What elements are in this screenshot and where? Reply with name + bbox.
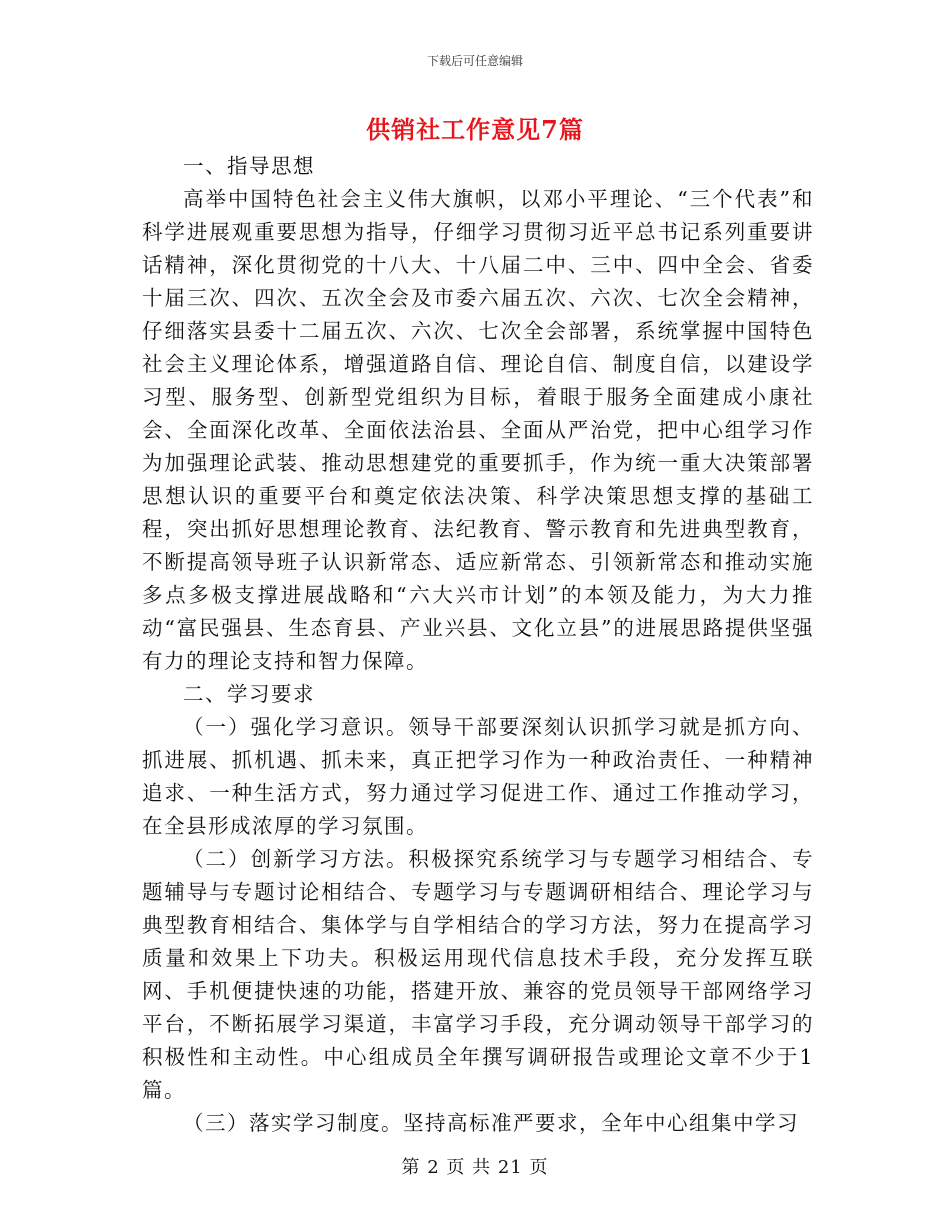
section-heading-guiding-thought: 一、指导思想	[183, 154, 315, 178]
page-header-note: 下载后可任意编辑	[426, 54, 523, 68]
document-body	[142, 150, 814, 1140]
section-heading-study-requirements: 二、学习要求	[183, 682, 315, 706]
body-paragraph: （二）创新学习方法。积极探究系统学习与专题学习相结合、专题辅导与专题讨论相结合、专题学习与专题调研相结合、理论学习与典型教育相结合、集体学与自学相结合的学习方法，努力在提高学习质量和效果上下功夫。积极运用现代信息技术手段，充分发挥互联网、手机便捷快速的功能，搭建开放、兼容的党员领导干部网络学习平台，不断拓展学习渠道，丰富学习手段，充分调动领导干部学习的积极性和主动性。中心组成员全年撰写调研报告或理论文章不少于1篇。	[142, 847, 814, 1102]
body-paragraph: （三）落实学习制度。坚持高标准严要求，全年中心组集中学习	[183, 1111, 799, 1135]
document-title: 供销社工作意见7篇	[366, 115, 584, 144]
page-number-footer: 第 2 页 共 21 页	[401, 1157, 549, 1178]
body-paragraph: 高举中国特色社会主义伟大旗帜，以邓小平理论、“三个代表”和科学进展观重要思想为指导，仔细学习贯彻习近平总书记系列重要讲话精神，深化贯彻党的十八大、十八届二中、三中、四中全会、省委十届三次、四次、五次全会及市委六届五次、六次、七次全会精神，仔细落实县委十二届五次、六次、七次全会部署，系统掌握中国特色社会主义理论体系，增强道路自信、理论自信、制度自信，以建设学习型、服务型、创新型党组织为目标，着眼于服务全面建成小康社会、全面深化改革、全面依法治县、全面从严治党，把中心组学习作为加强理论武装、推动思想建党的重要抓手，作为统一重大决策部署思想认识的重要平台和奠定依法决策、科学决策思想支撑的基础工程，突出抓好思想理论教育、法纪教育、警示教育和先进典型教育，不断提高领导班子认识新常态、适应新常态、引领新常态和推动实施多点多极支撑进展战略和“六大兴市计划”的本领及能力，为大力推动“富民强县、生态育县、产业兴县、文化立县”的进展思路提供坚强有力的理论支持和智力保障。	[142, 187, 814, 673]
body-paragraph: （一）强化学习意识。领导干部要深刻认识抓学习就是抓方向、抓进展、抓机遇、抓未来，真正把学习作为一种政治责任、一种精神追求、一种生活方式，努力通过学习促进工作、通过工作推动学习，在全县形成浓厚的学习氛围。	[142, 715, 814, 838]
